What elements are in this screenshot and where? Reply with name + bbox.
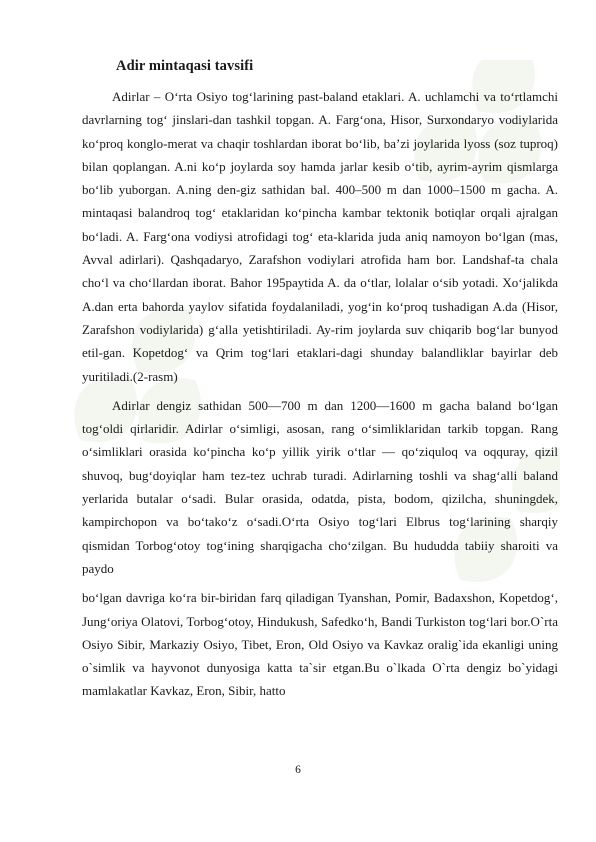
paragraph-1: Adirlar – O‘rta Osiyo tog‘larining past-baland etaklari. A. uchlamchi va to‘rtlamchi davrlarning tog‘ jinslari-dan tashkil topgan. A. Farg‘ona, Hisor, Surxondaryo vodiylarida ko‘proq konglo-merat va chaqir toshlardan iborat bo‘lib, ba’zi joylarida lyoss (soz tuproq) bilan qoplangan. A.ni ko‘p joylarda soy hamda jarlar kesib o‘tib, ayrim-ayrim qismlarga bo‘lib yuborgan. A.ning den-giz sathidan bal. 400–500 m dan 1000–1500 m gacha. A. mintaqasi balandroq tog‘ etaklaridan ko‘pincha kambar tektonik botiqlar orqali ajralgan bo‘ladi. A. Farg‘ona vodiysi atrofidagi tog‘ eta-klarida juda aniq namoyon bo‘lgan (mas, Avval adirlari). Qashqadaryo, Zarafshon vodiylari atrofida ham bor. Landshaf-ta chala cho‘l va cho‘llardan iborat. Bahor 195paytida A. da o‘tlar, lolalar o‘sib yotadi. Xo‘jalikda A.dan erta bahorda yaylov sifatida foydalaniladi, yog‘in ko‘proq tushadigan A.da (Hisor, Zarafshon vodiylarida) g‘alla yetishtiriladi. Ay-rim joylarda suv chiqarib bog‘lar bunyod etil-gan. Kopetdog‘ va Qrim tog‘lari etaklari-dagi shunday balandliklar bayirlar deb yuritiladi.(2-rasm) [82, 89, 558, 384]
section-heading: Adir mintaqasi tavsifi [116, 58, 254, 74]
paragraph-3: bo‘lgan davriga ko‘ra bir-biridan farq qiladigan Tyanshan, Pomir, Badaxshon, Kopetdog‘, Jung‘oriya Olatovi, Torbog‘otoy, Hindukush, Safedko‘h, Bandi Turkiston tog‘lari bor.O`rta Osiyo Sibir, Markaziy Osiyo, Tibet, Eron, Old Osiyo va Kavkaz oralig`ida ekanligi uning o`simlik va hayvonot dunyosiga katta ta`sir etgan.Bu o`lkada O`rta dengiz bo`yidagi mamlakatlar Kavkaz, Eron, Sibir, hatto [82, 590, 558, 699]
document-body [82, 58, 558, 709]
paragraph-2: Adirlar dengiz sathidan 500—700 m dan 1200—1600 m gacha baland bo‘lgan tog‘oldi qirlaridir. Adirlar o‘simligi, asosan, rang o‘simliklaridan tarkib topgan. Rang o‘simliklari orasida ko‘pincha ko‘p yillik yirik o‘tlar — qo‘ziquloq va oqquray, qizil shuvoq, bug‘doyiqlar ham tez-tez uchrab turadi. Adirlarning toshli va shag‘alli baland yerlarida butalar o‘sadi. Bular orasida, odatda, pista, bodom, qizilcha, shuningdek, kampirchopon va bo‘tako‘z o‘sadi.O‘rta Osiyo tog‘lari Elbrus tog‘larining sharqiy qismidan Torbog‘otoy tog‘ining sharqigacha cho‘zilgan. Bu hududda tabiiy sharoiti va paydo [82, 397, 558, 576]
page-number: 6 [295, 764, 301, 776]
